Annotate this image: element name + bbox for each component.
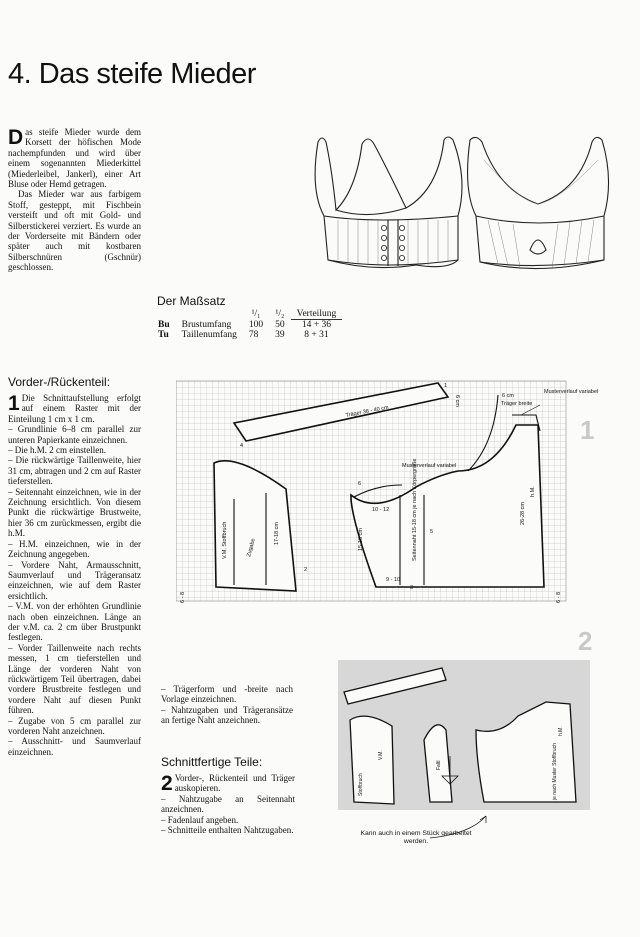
col-full: ¹/₁	[251, 309, 261, 320]
label-5: 5	[430, 529, 434, 535]
label-hm: h.M.	[558, 726, 564, 736]
table-row	[152, 320, 342, 331]
row-label: Taillenumfang	[181, 330, 237, 340]
label-je-nach-muster: je nach Muster Stoffbruch	[552, 743, 558, 800]
label-9-10: 9 - 10	[386, 577, 401, 583]
instruction: – Schnitteile enthalten Nahtzugaben.	[161, 825, 294, 836]
label-vm: V.M.	[378, 750, 384, 760]
label-2: 2	[304, 567, 308, 573]
masssatz-heading: Der Maßsatz	[157, 294, 226, 308]
row-abbr: Tu	[158, 330, 169, 340]
label-10-12: 10 - 12	[372, 507, 390, 513]
section1-heading: Vorder-/Rückenteil:	[8, 375, 111, 389]
instruction: – Grundlinie 6–8 cm parallel zur unteren Papierkante einzeichnen.	[8, 424, 141, 445]
label-6cm: 6 cm	[454, 395, 460, 407]
row-dist: 8 + 31	[304, 330, 329, 340]
row-half: 50	[275, 319, 285, 330]
dropcap: D	[8, 126, 24, 149]
label-seitennaht: Seitennaht 15-18 cm je nach Körpergröße	[412, 458, 418, 561]
label-3: 3	[410, 585, 414, 591]
label-traeger: Träger 38 - 40 cm	[345, 404, 390, 419]
instruction: Vorder-, Rückenteil und Träger auskopieren.	[174, 773, 295, 794]
pattern-draft-figure-1	[176, 375, 616, 615]
label-17-18: 17-18 cm	[274, 522, 280, 545]
instruction: – V.M. von der erhöhten Grundlinie nach oben einzeichnen. Länge an der v.M. ca. 2 cm über Brustpunkt festlegen.	[8, 601, 141, 643]
pattern-pieces-figure-2	[300, 620, 620, 860]
section2-heading: Schnittfertige Teile:	[161, 755, 263, 769]
table-row	[152, 330, 342, 340]
instruction: – Vorder Taillenweite nach rechts messen, 1 cm tieferstellen und Länge der vorderen Naht von rückwärtigem Teil übertragen, dabei vordere Brustbreite festlegen und vordere Naht auf diesen Punkt führen.	[8, 642, 141, 716]
figure-number-1: 1	[580, 415, 595, 445]
intro-paragraph-1: as steife Mieder wurde dem Korsett der höfischen Mode nachempfunden und wird über einem sogenannten Miederkittel (Miederleibel, Jankerl), einer Art Bluse oder Hemd getragen.	[8, 127, 141, 190]
step-number: 1	[8, 392, 20, 415]
section1-text	[8, 393, 141, 757]
intro-text	[8, 127, 141, 273]
instruction: – Nahtzugabe an Seitennaht anzeichnen.	[161, 793, 295, 815]
section1b-text	[161, 684, 293, 726]
instruction: – Vordere Naht, Armausschnitt, Saumverlauf und Trägeransatz einzeichnen, wie auf dem Raster ersichtlich.	[8, 559, 141, 601]
label-hm: h.M.	[530, 486, 536, 497]
instruction: Die Schnittaufstellung erfolgt auf einem Raster mit der Einteilung 1 cm x 1 cm.	[8, 393, 141, 424]
label-zugabe: Zugabe	[246, 537, 257, 558]
step-number: 2	[161, 772, 173, 795]
instruction: – Trägerform und -breite nach Vorlage einzeichnen.	[161, 684, 293, 705]
instruction: – Zugabe von 5 cm parallel zur vorderen Naht anzeichnen.	[8, 715, 141, 736]
label-vm: V.M. Stoffbruch	[222, 521, 228, 559]
instruction: – Fadenlauf angeben.	[161, 814, 239, 825]
label-6cm-2: 6 cm	[502, 393, 514, 399]
label-26-28: 26-28 cm	[520, 502, 526, 525]
section2-text	[161, 773, 295, 835]
label-6-8-left: 6 - 8	[180, 591, 186, 603]
label-traeger-breite: Träger breite	[501, 401, 533, 407]
instruction: – Die h.M. 2 cm einstellen.	[8, 445, 106, 456]
label-15-18: 15-18 cm	[358, 528, 364, 551]
intro-paragraph-2: Das Mieder war aus farbigem Stoff, gesteppt, mit Fischbein versteift und oft mit Gold- und Silberstickerei verziert. Es wurde an der Vorderseite mit Bändern oder später auch mit kostbaren Silberschnüren (Gschnür) geschlossen.	[8, 189, 141, 273]
col-half: ¹/₂	[275, 309, 285, 320]
masssatz-table	[152, 309, 342, 340]
row-full: 78	[248, 330, 259, 340]
bodice-illustration	[298, 120, 616, 280]
label-6: 6	[358, 481, 362, 487]
row-abbr: Bu	[158, 319, 170, 330]
instruction: – Seitennaht einzeichnen, wie in der Zeichnung ersichtlich. Von diesem Punkt die rückwärtige Brustweite, hier 36 cm zurückmessen, ergibt die h.M.	[8, 486, 141, 539]
col-dist: Verteilung	[291, 309, 343, 320]
label-6-8-right: 6 - 8	[556, 591, 562, 603]
label-musterverlauf-inner: Musterverlauf variabel	[402, 463, 457, 469]
instruction: – Die rückwärtige Taillenweite, hier 31 cm, abtragen und 2 cm auf Raster tieferstellen.	[8, 455, 141, 487]
page-title: 4. Das steife Mieder	[8, 58, 256, 90]
row-half: 39	[275, 330, 285, 340]
label-faltl: Faltl	[436, 760, 442, 770]
label-1: 1	[444, 383, 448, 389]
row-full: 100	[248, 319, 264, 330]
label-musterverlauf: Musterverlauf variabel	[544, 389, 599, 395]
figure2-caption: Kann auch in einem Stück gearbeitet werden.	[360, 830, 472, 845]
row-label: Brustumfang	[181, 319, 232, 330]
label-stoffbruch: Stoffbruch	[358, 773, 364, 796]
label-4: 4	[240, 443, 244, 449]
row-dist: 14 + 36	[301, 320, 331, 330]
instruction: – Nahtzugaben und Trägeransätze an fertige Naht anzeichnen.	[161, 704, 293, 726]
instruction: – Ausschnitt- und Saumverlauf einzeichnen.	[8, 736, 141, 757]
figure-number-2: 2	[578, 626, 593, 656]
instruction: – H.M. einzeichnen, wie in der Zeichnung angegeben.	[8, 538, 141, 560]
